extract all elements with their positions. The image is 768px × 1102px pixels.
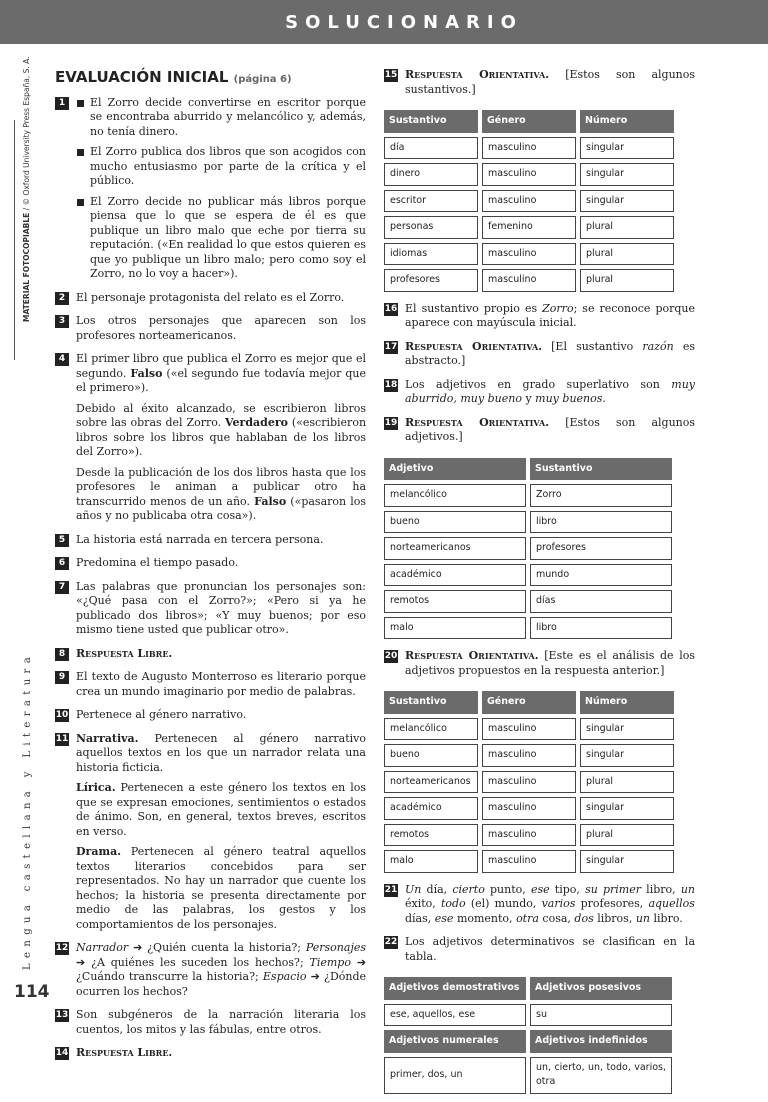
copyright-notice [22, 57, 31, 323]
table-cell: Zorro [530, 484, 672, 507]
table-cell: norteamericanos [384, 537, 526, 560]
answer-paragraph: Debido al éxito alcanzado, se escribieron libros sobre las obras del Zorro. Verdadero («escribieron libros sobre los libros que hablaban de los libros del Zorro»). [76, 401, 367, 458]
section-title [55, 70, 366, 88]
answer-number: 8 [55, 648, 69, 661]
table-cell: masculino [482, 771, 576, 794]
answer-3 [55, 314, 366, 343]
table-cell: masculino [482, 163, 576, 186]
header-title: SOLUCIONARIO [285, 12, 523, 33]
answer-10 [55, 708, 366, 723]
table-cell: masculino [482, 797, 576, 820]
table-cell: singular [580, 744, 674, 767]
table-cell: profesores [530, 537, 672, 560]
table-cell: masculino [482, 744, 576, 767]
table-22 [380, 973, 676, 1098]
table-cell: masculino [482, 824, 576, 847]
answer-22 [384, 935, 695, 964]
table-cell: masculino [482, 137, 576, 160]
answer-1 [55, 96, 366, 282]
table-cell: masculino [482, 243, 576, 266]
table-cell: dinero [384, 163, 478, 186]
copyright-text: / © Oxford University Press España, S. A. [22, 56, 31, 213]
table-row [384, 163, 674, 186]
answer-number: 10 [55, 710, 69, 720]
right-column [384, 68, 695, 1102]
table-15 [380, 106, 678, 296]
answer-16: 16 El sustantivo propio es Zorro; se reconoce porque aparece con mayúscula inicial. [384, 301, 696, 329]
table-row [384, 243, 674, 266]
table-cell: académico [384, 797, 478, 820]
table-header: Adjetivos indefinidos [530, 1030, 672, 1053]
table-cell: norteamericanos [384, 771, 478, 794]
answer-paragraph: Narrativa. Pertenecen al género narrativo aquellos textos en los que un narrador relata una historia ficticia. [76, 731, 366, 774]
table-header: Adjetivos numerales [384, 1030, 526, 1053]
answer-text: Pertenece al género narrativo. [76, 708, 247, 721]
table-header: Género [482, 110, 576, 133]
table-cell: singular [580, 850, 674, 873]
table-header: Sustantivo [384, 110, 478, 133]
answer-text: El personaje protagonista del relato es el Zorro. [76, 290, 345, 304]
side-divider [14, 120, 15, 360]
answer-number: 5 [55, 534, 69, 547]
table-row [384, 537, 672, 560]
table-cell: plural [580, 216, 674, 239]
table-cell: singular [580, 137, 674, 160]
answer-21 [384, 883, 695, 927]
table-cell: singular [580, 163, 674, 186]
table-cell: masculino [482, 718, 576, 741]
table-cell: mundo [530, 564, 672, 587]
table-header: Sustantivo [530, 458, 672, 481]
answer-15: 15 Respuesta Orientativa. [Estos son algunos sustantivos.] [384, 68, 696, 96]
answer-number: 2 [55, 292, 69, 305]
answer-17: 17 Respuesta Orientativa. [El sustantivo razón es abstracto.] [384, 339, 695, 367]
table-cell: ese, aquellos, ese [384, 1004, 526, 1027]
answer-paragraph: Desde la publicación de los dos libros hasta que los profesores le animan a publicar otro ha transcurrido menos de un año. Falso («pasaron los años y no publicaba otra cosa»). [76, 465, 366, 522]
table-cell: días [530, 590, 672, 613]
header-banner [0, 0, 768, 44]
table-cell: un, cierto, un, todo, varios, otra [530, 1057, 672, 1094]
answer-number: 17 [384, 341, 398, 352]
table-row [384, 137, 674, 160]
answer-number: 4 [55, 353, 69, 366]
copyright-bold: MATERIAL FOTOCOPIABLE [22, 212, 31, 322]
table-cell: bueno [384, 744, 478, 767]
subject-label: Lengua castellana y Literatura [22, 651, 33, 970]
answer-2 [55, 291, 366, 306]
answer-number: 7 [55, 581, 69, 594]
table-row [384, 269, 674, 292]
answer-text: Respuesta Libre. [76, 1046, 173, 1059]
table-cell: femenino [482, 216, 576, 239]
table-cell: idiomas [384, 243, 478, 266]
answer-text: Las palabras que pronuncian los personajes son: «¿Qué pasa con el Zorro?»; «Pero si ya he publicado dos libros»; «Y muy buenos; por eso mismo tiene usted que publicar otro». [76, 579, 366, 636]
answer-13 [55, 1008, 366, 1037]
bullet-item: El Zorro decide no publicar más libros porque piensa que lo que se espera de él es que publique un libro malo que eche por tierra su reputación. («En realidad lo que estos quieren es que yo publique un libro malo; pero como soy el Zorro, no lo voy a hacer»). [76, 195, 366, 282]
answer-text: Predomina el tiempo pasado. [76, 556, 239, 569]
table-cell: singular [580, 190, 674, 213]
answer-number: 16 [384, 303, 398, 314]
answer-number: 6 [55, 557, 69, 570]
table-header: Número [580, 110, 674, 133]
table-header: Adjetivos demostrativos [384, 977, 526, 1000]
table-20 [380, 687, 678, 877]
table-cell: plural [580, 771, 674, 794]
table-cell: remotos [384, 824, 478, 847]
table-row [384, 590, 672, 613]
answer-number: 1 [55, 97, 69, 110]
table-header: Género [482, 691, 576, 714]
answer-text: Son subgéneros de la narración literaria los cuentos, los mitos y las fábulas, entre otros. [76, 1008, 366, 1036]
arrow-icon: ➔ [76, 955, 86, 969]
answer-text: La historia está narrada en tercera persona. [76, 532, 324, 546]
table-row [384, 797, 674, 820]
table-cell: remotos [384, 590, 526, 613]
answer-12: 12 Narrador ➔ ¿Quién cuenta la historia?; Personajes ➔ ¿A quiénes les suceden los hechos?; Tiempo ➔ ¿Cuándo transcurre la historia?; Espacio ➔ ¿Dónde ocurren los hechos? [55, 941, 367, 998]
table-row [384, 771, 674, 794]
answer-14 [55, 1046, 366, 1061]
table-cell: su [530, 1004, 672, 1027]
table-cell: plural [580, 269, 674, 292]
answer-paragraph: Drama. Pertenecen al género teatral aquellos textos literarios concebidos para ser representados. No hay un narrador que cuente los hechos; la historia se presenta directamente por medio de las palabras, los gestos y los comportamientos de los personajes. [76, 845, 366, 931]
table-row [384, 484, 672, 507]
answer-text: Los otros personajes que aparecen son los profesores norteamericanos. [76, 314, 366, 342]
table-cell: malo [384, 850, 478, 873]
answer-20: 20 Respuesta Orientativa. [Este es el análisis de los adjetivos propuestos en la respuesta anterior.] [384, 649, 696, 677]
answer-5 [55, 533, 366, 548]
answer-number: 15 [384, 70, 398, 80]
table-cell: profesores [384, 269, 478, 292]
table-cell: melancólico [384, 718, 478, 741]
left-column [55, 70, 366, 1070]
table-cell: masculino [482, 190, 576, 213]
table-header: Adjetivo [384, 458, 526, 481]
answer-text: Respuesta Libre. [76, 646, 173, 660]
answer-text: El texto de Augusto Monterroso es literario porque crea un mundo imaginario por medio de palabras. [76, 670, 366, 698]
answer-paragraph: El primer libro que publica el Zorro es mejor que el segundo. Falso («el segundo fue todavía mejor que el primero»). [76, 352, 367, 394]
table-cell: plural [580, 243, 674, 266]
table-cell: singular [580, 718, 674, 741]
answer-19: 19 Respuesta Orientativa. [Estos son algunos adjetivos.] [384, 415, 696, 443]
answer-number: 18 [384, 379, 398, 390]
bullet-item: El Zorro decide convertirse en escritor porque se encontraba aburrido y melancólico y, además, no tenía dinero. [76, 96, 366, 140]
arrow-icon: ➔ [133, 941, 143, 954]
answer-number: 21 [384, 884, 398, 895]
arrow-icon: ➔ [356, 955, 367, 969]
answer-number: 3 [55, 315, 69, 328]
answer-11 [55, 732, 366, 933]
table-cell: malo [384, 617, 526, 640]
table-cell: académico [384, 564, 526, 587]
table-cell: singular [580, 797, 674, 820]
table-cell: plural [580, 824, 674, 847]
answer-number: 12 [55, 943, 69, 953]
table-19 [380, 454, 676, 644]
table-row [384, 617, 672, 640]
table-cell: bueno [384, 511, 526, 534]
answer-paragraph: Lírica. Pertenecen a este género los textos en los que se expresan emociones, sentimientos o estados de ánimo. Son, en general, textos breves, escritos en verso. [76, 781, 366, 838]
table-cell: primer, dos, un [384, 1057, 526, 1094]
table-row [384, 718, 674, 741]
answer-18: 18 Los adjetivos en grado superlativo son muy aburrido, muy bueno y muy buenos. [384, 377, 695, 405]
table-row [384, 850, 674, 873]
table-row [384, 216, 674, 239]
table-row [384, 190, 674, 213]
table-row [384, 744, 674, 767]
table-header: Sustantivo [384, 691, 478, 714]
table-row [384, 824, 674, 847]
table-row [384, 564, 672, 587]
answer-number: 14 [55, 1048, 69, 1058]
answer-9 [55, 670, 366, 699]
page-number: 114 [14, 982, 50, 1002]
answer-4 [55, 352, 366, 524]
answer-number: 22 [384, 937, 398, 947]
answer-number: 11 [55, 733, 69, 744]
answer-number: 19 [384, 417, 398, 428]
answer-8 [55, 647, 366, 662]
table-cell: masculino [482, 269, 576, 292]
answer-text: Los adjetivos determinativos se clasifican en la tabla. [405, 935, 695, 963]
answer-number: 13 [55, 1010, 69, 1020]
answer-7 [55, 580, 366, 638]
bullet-item: El Zorro publica dos libros que son acogidos con mucho entusiasmo por parte de la crítica y el público. [76, 145, 366, 189]
answer-number: 9 [55, 671, 69, 684]
table-cell: melancólico [384, 484, 526, 507]
table-cell: personas [384, 216, 478, 239]
table-cell: día [384, 137, 478, 160]
table-cell: libro [530, 511, 672, 534]
table-cell: libro [530, 617, 672, 640]
table-row [384, 511, 672, 534]
title-page-ref: (página 6) [233, 74, 292, 85]
answer-number: 20 [384, 651, 398, 661]
table-cell: escritor [384, 190, 478, 213]
table-header: Número [580, 691, 674, 714]
title-text: EVALUACIÓN INICIAL [55, 68, 229, 86]
answer-6 [55, 556, 366, 571]
arrow-icon: ➔ [310, 970, 320, 983]
answer-text: Un día, cierto punto, ese tipo, su primer libro, un éxito, todo (el) mundo, varios profesores, aquellos días, ese momento, otra cosa, dos libros, un libro. [405, 882, 695, 925]
table-header: Adjetivos posesivos [530, 977, 672, 1000]
table-cell: masculino [482, 850, 576, 873]
